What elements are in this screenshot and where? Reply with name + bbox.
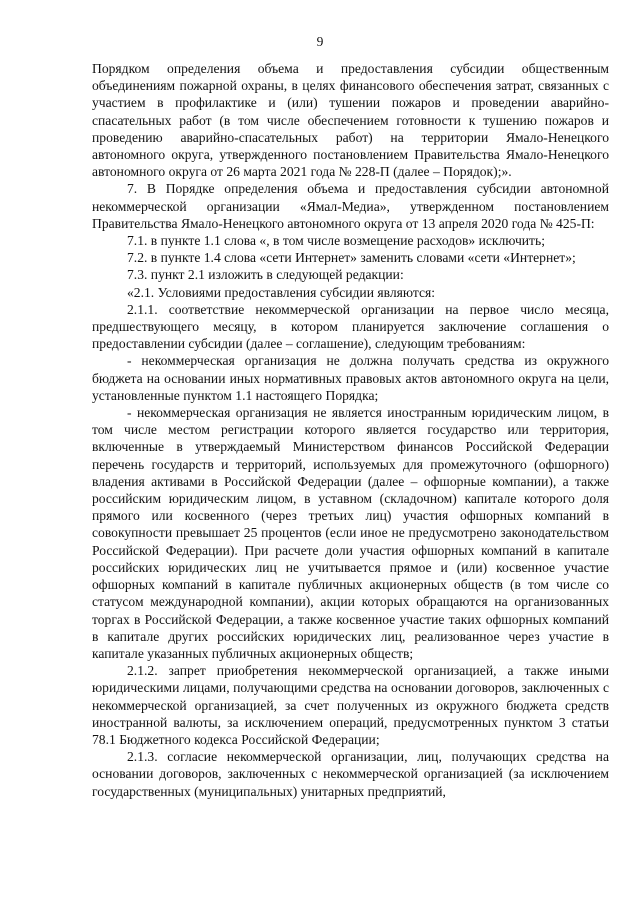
page-number: 9 xyxy=(316,34,324,49)
paragraph-porядok-continuation: Порядком определения объема и предоставления субсидии общественным объединениям пожарной охраны, в целях финансового обеспечения затрат, связанных с участием в профилактике и (или) тушении пожаров и проведении аварийно-спасательных работ (в том числе обеспечением готовности к тушению пожаров и проведению аварийно-спасательных работ) на территории Ямало-Ненецкого автономного округа, утвержденного постановлением Правительства Ямало-Ненецкого автономного округа от 26 марта 2021 года № 228-П (далее – Порядок);». xyxy=(92,61,609,180)
paragraph-item-2-1-1: 2.1.1. соответствие некоммерческой организации на первое число месяца, предшествующего месяцу, в котором планируется заключение соглашения о предоставлении субсидии (далее – соглашение), следующим требованиям: xyxy=(92,301,609,352)
paragraph-item-2-1-3: 2.1.3. согласие некоммерческой организации, лиц, получающих средства на основании договоров, заключенных с некоммерческой организацией (за исключением государственных (муниципальных) унитарных предприятий, xyxy=(92,749,609,799)
paragraph-requirement-1: - некоммерческая организация не должна получать средства из окружного бюджета на основании иных нормативных правовых актов автономного округа на цели, установленные пунктом 1.1 настоящего Порядка; xyxy=(92,353,609,403)
paragraph-item-7-1: 7.1. в пункте 1.1 слова «, в том числе возмещение расходов» исключить; xyxy=(127,233,545,249)
paragraph-item-2-1-2: 2.1.2. запрет приобретения некоммерческой организацией, а также иными юридическими лицами, получающими средства на основании договоров, заключенных с некоммерческой организацией, за счет полученных из окружного бюджета средств иностранной валюты, за исключением операций, предусмотренных пунктом 3 статьи 78.1 Бюджетного кодекса Российской Федерации; xyxy=(92,663,609,747)
paragraph-item-7-3: 7.3. пункт 2.1 изложить в следующей редакции: xyxy=(127,267,404,283)
paragraph-item-7: 7. В Порядке определения объема и предоставления субсидии автономной некоммерческой организации «Ямал-Медиа», утвержденном постановлением Правительства Ямало-Ненецкого автономного округа от 13 апреля 2020 года № 425-П: xyxy=(92,181,609,231)
document-body xyxy=(92,60,609,800)
paragraph-item-7-2: 7.2. в пункте 1.4 слова «сети Интернет» заменить словами «сети «Интернет»; xyxy=(127,250,576,266)
paragraph-requirement-2: - некоммерческая организация не является иностранным юридическим лицом, в том числе местом регистрации которого является государство или территория, включенные в утверждаемый Министерством финансов Российской Федерации перечень государств и территорий, используемых для промежуточного (офшорного) владения активами в Российской Федерации (далее – офшорные компании), а также российским юридическим лицом, в уставном (складочном) капитале которого доля прямого или косвенного (через третьих лиц) участия офшорных компаний в совокупности превышает 25 процентов (если иное не предусмотрено законодательством Российской Федерации). При расчете доли участия офшорных компаний в капитале российских юридических лиц не учитывается прямое и (или) косвенное участие офшорных компаний в капитале публичных акционерных обществ (в том числе со статусом международной компании), акции которых обращаются на организованных торгах в Российской Федерации, а также косвенное участие таких офшорных компаний в капитале других российских юридических лиц, реализованное через участие в капитале указанных публичных акционерных обществ; xyxy=(92,405,609,661)
paragraph-item-2-1: «2.1. Условиями предоставления субсидии являются: xyxy=(127,284,436,300)
